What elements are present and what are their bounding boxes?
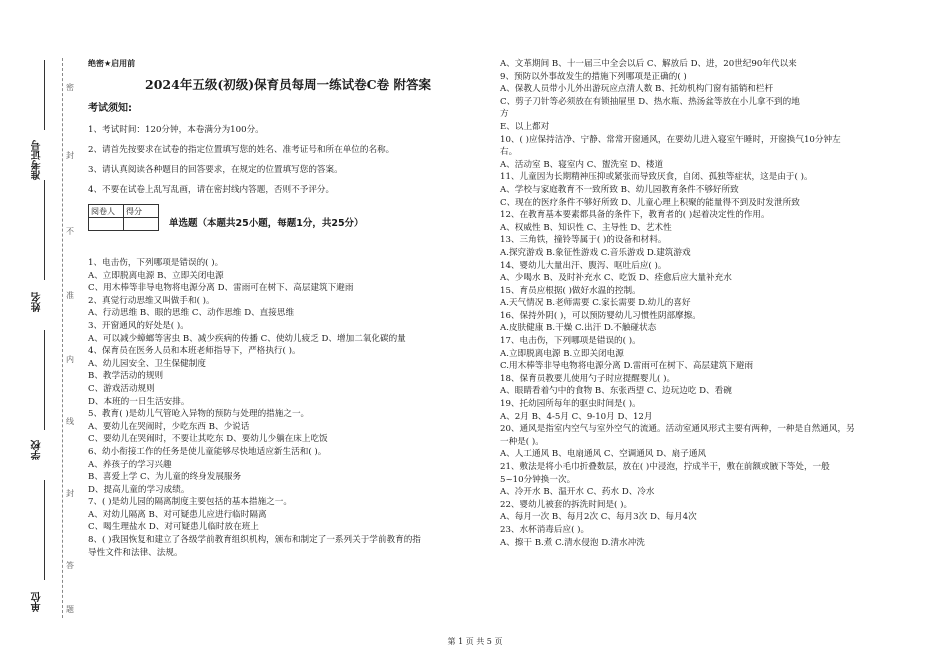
question-line: A、冷开水 B、温开水 C、药水 D、冷水 — [500, 487, 655, 498]
question-line: A、擦干 B.煮 C.清水侵泡 D.清水冲洗 — [500, 537, 645, 548]
seal-char: 密 — [66, 83, 74, 92]
notice-item: 2、请首先按要求在试卷的指定位置填写您的姓名、准考证号和所在单位的名称。 — [88, 145, 395, 155]
fill-line — [44, 480, 45, 580]
question-line: A、文革期间 B、十一届三中全会以后 C、解放后 D、进，20世纪90年代以来 — [500, 59, 797, 69]
seal-char: 不 — [66, 227, 74, 236]
question-line: A、人工通风 B、电扇通风 C、空调通风 D、扇子通风 — [500, 449, 707, 460]
seal-line — [62, 58, 63, 618]
question-line: A.探究游戏 B.象征性游戏 C.音乐游戏 D.建筑游戏 — [500, 247, 691, 258]
question-line: 1、电击伤，下列哪项是错误的( )。 — [88, 258, 224, 268]
seal-char: 封 — [66, 151, 74, 160]
score-header-score: 得分 — [124, 205, 159, 218]
question-line: A.天气情况 B.老师需要 C.家长需要 D.幼儿的喜好 — [500, 298, 691, 309]
question-line: 18、保育员教要儿使用勺子时应提醒婴儿( )。 — [500, 373, 676, 384]
question-line: 3、开窗通风的好处是( )。 — [88, 320, 189, 331]
question-line: B、喜爱上学 C、为儿童的终身发展服务 — [88, 472, 242, 483]
question-line: 8、( )我国恢复和建立了各级学前教育组织机构，颁布和制定了一系列关于学前教育的指 — [88, 535, 421, 546]
seal-char: 内 — [66, 355, 74, 364]
question-line: A、权威性 B、知识性 C、主导性 D、艺术性 — [500, 222, 672, 233]
seal-char: 答 — [66, 561, 74, 570]
question-line: 16、保持外阴( )，可以预防婴幼儿习惯性阴部摩擦。 — [500, 310, 701, 321]
notice-item: 4、不要在试卷上乱写乱画，请在密封线内答题，否则不予评分。 — [88, 185, 335, 195]
margin-label-name: 姓名 — [32, 292, 43, 312]
margin-label-exam-id: 准考证号 — [32, 140, 43, 180]
secret-mark: 绝密★启用前 — [88, 59, 136, 68]
page-footer: 第 1 页 共 5 页 — [447, 637, 503, 646]
question-line: 9、预防以外事故发生的措施下列哪项是正确的( ) — [500, 71, 687, 82]
question-line: C、喝生理盐水 D、对可疑患儿临时放在班上 — [88, 522, 259, 533]
question-line: A、每月一次 B、每月2次 C、每月3次 D、每月4次 — [500, 512, 697, 523]
right-column — [500, 58, 940, 587]
score-header-grader: 阅卷人 — [89, 205, 124, 218]
question-line: A、活动室 B、寝室内 C、盥洗室 D、楼道 — [500, 159, 664, 170]
question-line: A、2月 B、4-5月 C、9-10月 D、12月 — [500, 411, 653, 422]
question-line: A.皮肤健康 B.干燥 C.出汗 D.不触碰状态 — [500, 323, 657, 334]
question-line: A、学校与家庭教育不一致所致 B、幼儿园教育条件不够好所致 — [500, 184, 739, 195]
question-line: A、幼儿园安全、卫生保健制度 — [88, 358, 206, 369]
question-line: 13、三角铁，撞铃等属于( )的设备和材料。 — [500, 235, 667, 246]
question-line: A、行动思维 B、眼的思维 C、动作思维 D、直接思维 — [88, 308, 295, 319]
binding-margin — [0, 0, 80, 671]
fill-line — [44, 60, 45, 130]
seal-char: 题 — [66, 605, 74, 614]
question-line: 2、真觉行动思维又叫做手和( )。 — [88, 295, 215, 306]
question-line: C、用木棒等非导电物将电源分离 D、雷雨可在树下、高层建筑下避雨 — [88, 283, 354, 294]
question-line: 14、婴幼儿大量出汗、腹泻、呕吐后应( )。 — [500, 260, 667, 271]
question-line: C.用木棒等非导电物将电源分离 D.雷雨可在树下、高层建筑下避雨 — [500, 361, 754, 372]
question-line: 4、保育员在医务人员和本班老师指导下，严格执行( )。 — [88, 346, 301, 357]
question-line: 23、水杯消毒后应( )。 — [500, 524, 590, 535]
question-line: A.立即脱离电源 B.立即关闭电源 — [500, 348, 624, 359]
question-line: A、保教人员带小儿外出游玩应点清人数 B、托幼机构门窗有插销和栏杆 — [500, 84, 774, 95]
question-line: D、提高儿童的学习成绩。 — [88, 484, 190, 495]
left-column — [88, 58, 488, 559]
question-line: 一种是( )。 — [500, 436, 544, 447]
question-line: 22、婴幼儿被套的拆洗时间是( )。 — [500, 499, 633, 510]
question-line: 11、儿童因为长期精神压抑或紧张而导致厌食，自闭、孤独等症状，这是由于( )。 — [500, 172, 813, 183]
section-title: 单选题（本题共25小题，每题1分，共25分） — [169, 218, 364, 229]
question-line: 20、通风是指室内空气与室外空气的流通。活动室通风形式主要有两种，一种是自然通风，另 — [500, 424, 855, 435]
question-line: A、少喝水 B、及时补充水 C、吃饭 D、痊愈后应大量补充水 — [500, 273, 732, 284]
question-line: 5~10分钟换一次。 — [500, 474, 576, 485]
seal-char: 准 — [66, 291, 74, 300]
question-line: 19、托幼园所每年的驱虫时间是( )。 — [500, 399, 641, 410]
question-line: 7、( )是幼儿园的隔离制度主要包括的基本措施之一。 — [88, 497, 292, 508]
margin-label-school: 学校 — [32, 440, 43, 460]
question-line: 17、电击伤，下列哪项是错误的( )。 — [500, 336, 641, 347]
question-line: A、眼睛看着勺中的食物 B、东张西望 C、边玩边吃 D、看碗 — [500, 386, 732, 397]
question-line: A、可以减少蟑螂等害虫 B、减少疾病的传播 C、使幼儿疲乏 D、增加二氧化碳的量 — [88, 333, 406, 344]
question-line — [500, 562, 940, 575]
question-line: B、教学活动的规则 — [88, 371, 164, 382]
score-cell[interactable] — [89, 218, 124, 231]
question-line: 导性文件和法律、法规。 — [88, 547, 183, 558]
question-line: 15、育员应根据( )做好水温的控制。 — [500, 285, 641, 296]
question-line: 右。 — [500, 147, 518, 158]
fill-line — [44, 180, 45, 280]
question-line: A、养孩子的学习兴趣 — [88, 459, 172, 470]
exam-title: 2024年五级(初级)保育员每周一练试卷C卷 附答案 — [145, 77, 431, 92]
score-table — [88, 204, 159, 231]
question-line: C、游戏活动规则 — [88, 383, 155, 394]
margin-label-unit: 单位 — [32, 592, 43, 612]
question-line: E、以上都对 — [500, 121, 550, 132]
fill-line — [44, 330, 45, 430]
question-line: 方 — [500, 109, 509, 120]
notice-heading: 考试须知: — [88, 103, 132, 114]
question-line: A、对幼儿隔离 B、对可疑患儿应进行临时隔离 — [88, 509, 267, 520]
question-line: C、现在的医疗条件不够好所致 D、儿童心理上积聚的能量得不到及时发泄所致 — [500, 197, 800, 208]
question-line: D、本班的一日生活安排。 — [88, 396, 190, 407]
question-line — [500, 574, 940, 587]
question-line: 12、在教育基本要素都具备的条件下，教育者的( )起着决定性的作用。 — [500, 210, 770, 221]
notice-item: 1、考试时间：120分钟，本卷满分为100分。 — [88, 125, 264, 135]
question-line: 10、( )应保持洁净、宁静、常常开窗通风，在要幼儿进入寝室午睡时，开窗换气10分钟左 — [500, 134, 841, 145]
question-line: 6、幼小衔接工作的任务是使儿童能够尽快地适应新生活和( )。 — [88, 446, 327, 457]
question-list-left — [88, 257, 488, 559]
notice-item: 3、请认真阅读各种题目的回答要求，在规定的位置填写您的答案。 — [88, 165, 343, 175]
question-line: 21、敷法是将小毛巾折叠数层，放在( )中浸泡，拧成半干，敷在前额或腋下等处，一般 — [500, 462, 830, 472]
question-line: A、立即脱离电源 B、立即关闭电源 — [88, 270, 224, 281]
question-line: A、要幼儿在哭闹时，少吃东西 B、少说话 — [88, 421, 250, 432]
question-line: C、剪子刀针等必须放在有锁抽屉里 D、热水瓶、热汤盆等放在小儿拿不到的地 — [500, 96, 800, 107]
seal-char: 线 — [66, 417, 74, 426]
score-cell[interactable] — [124, 218, 159, 231]
question-line: 5、教育( )是幼儿气管呛入异物的预防与处理的措施之一。 — [88, 409, 310, 420]
seal-char: 封 — [66, 489, 74, 498]
question-line: C、要幼儿在哭闹时，不要让其吃东 D、要幼儿少躺在床上吃饭 — [88, 434, 328, 445]
question-line — [500, 549, 940, 562]
